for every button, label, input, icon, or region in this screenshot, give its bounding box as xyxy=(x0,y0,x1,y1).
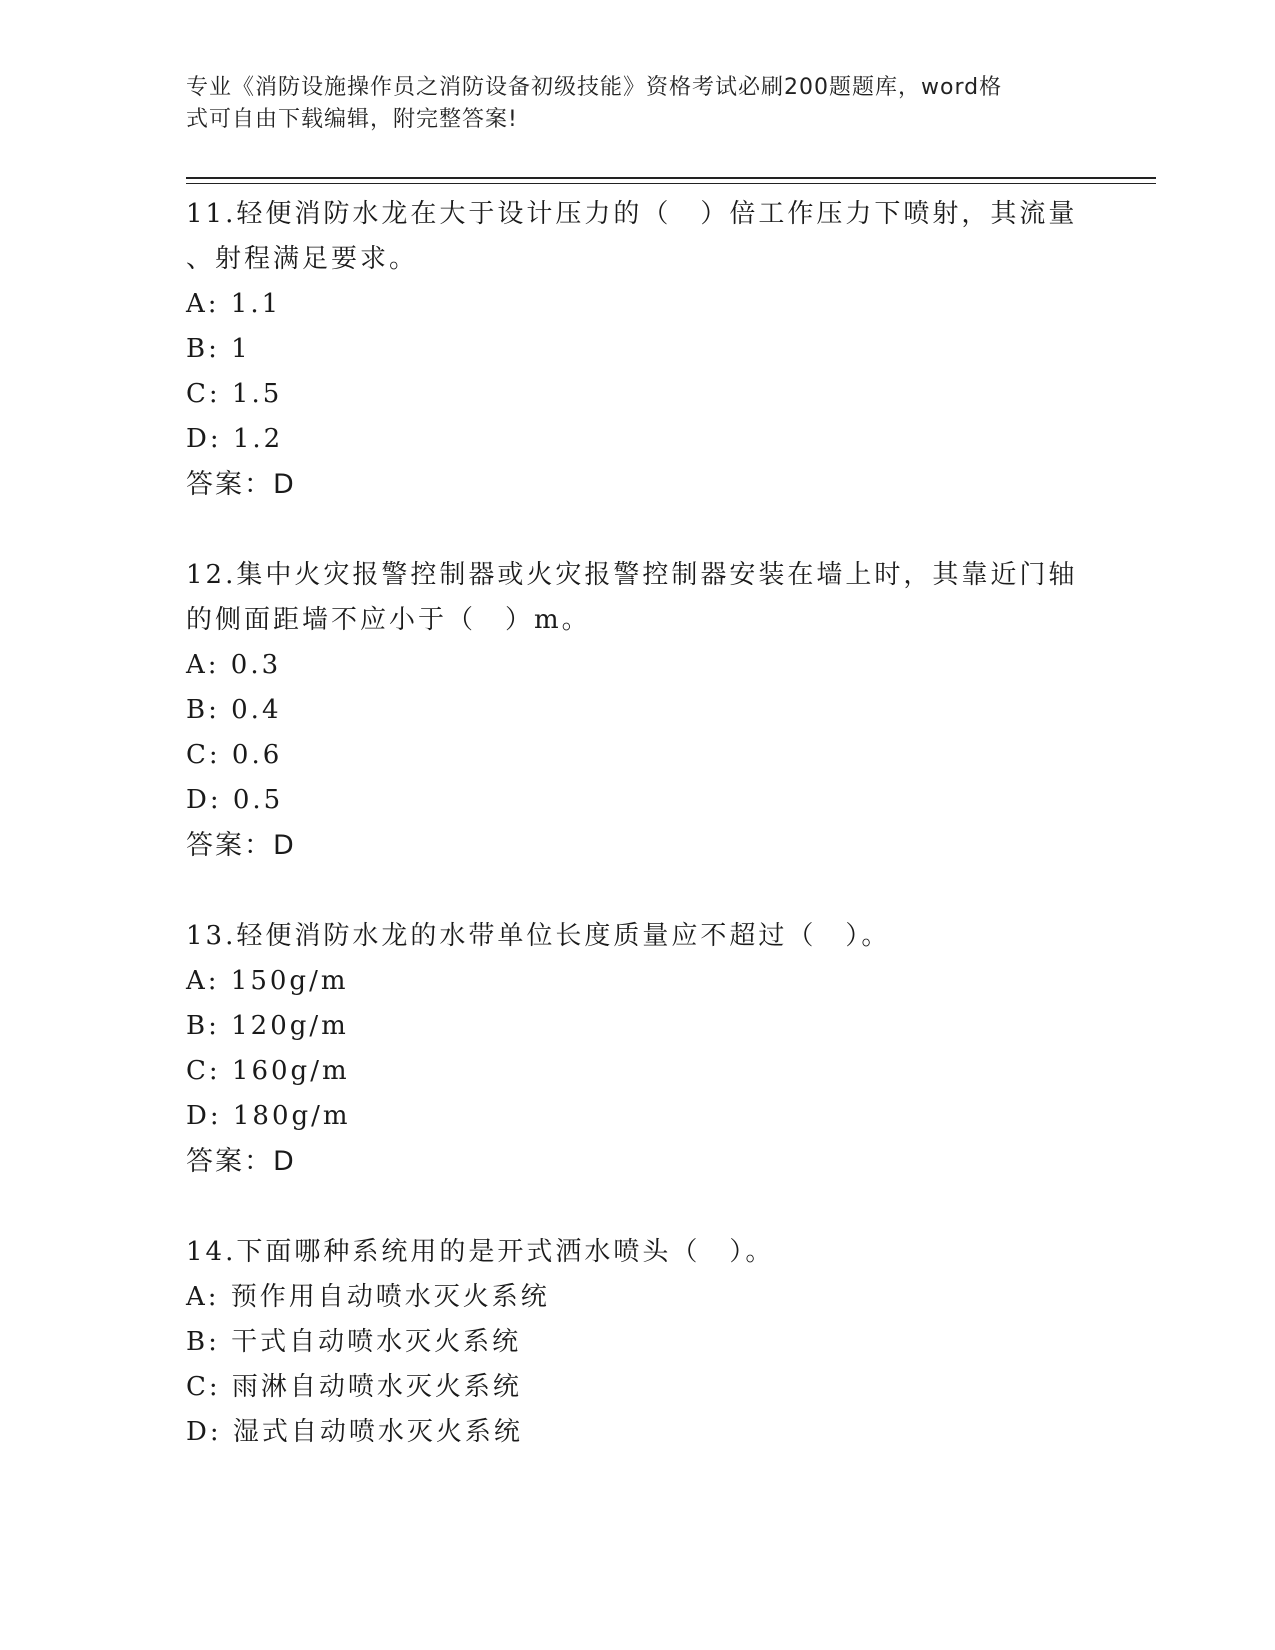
option-a: A: 150g/m xyxy=(186,966,349,996)
question-stem-continued: 的侧面距墙不应小于（ ）m。 xyxy=(186,605,591,635)
answer: 答案：D xyxy=(186,469,296,500)
option-c: C: 雨淋自动喷水灭火系统 xyxy=(186,1372,522,1402)
option-b: B: 120g/m xyxy=(186,1011,349,1041)
option-d: D: 湿式自动喷水灭火系统 xyxy=(186,1417,523,1447)
header-divider-thin xyxy=(186,183,1156,184)
question-stem: 14.下面哪种系统用的是开式洒水喷头（ ）。 xyxy=(186,1237,775,1267)
question-list xyxy=(186,192,1086,1455)
question-stem: 12.集中火灾报警控制器或火灾报警控制器安装在墙上时，其靠近门轴 xyxy=(186,560,1078,590)
header-line-1: 专业《消防设施操作员之消防设备初级技能》资格考试必刷200题题库，word格 xyxy=(186,75,1003,100)
question-14 xyxy=(186,1230,1086,1455)
option-b: B: 1 xyxy=(186,334,251,364)
option-d: D: 1.2 xyxy=(186,424,284,454)
option-c: C: 0.6 xyxy=(186,740,283,770)
option-d: D: 180g/m xyxy=(186,1101,351,1131)
spacer xyxy=(186,507,1086,553)
question-12 xyxy=(186,553,1086,868)
answer: 答案：D xyxy=(186,830,296,861)
question-13 xyxy=(186,914,1086,1184)
header-divider-thick xyxy=(186,177,1156,179)
option-b: B: 0.4 xyxy=(186,695,282,725)
option-a: A: 1.1 xyxy=(186,289,282,319)
option-d: D: 0.5 xyxy=(186,785,284,815)
question-11 xyxy=(186,192,1086,507)
option-b: B: 干式自动喷水灭火系统 xyxy=(186,1327,522,1357)
question-stem: 11.轻便消防水龙在大于设计压力的（ ）倍工作压力下喷射，其流量 xyxy=(186,199,1078,229)
answer: 答案：D xyxy=(186,1146,296,1177)
document-header xyxy=(186,72,1066,136)
option-a: A: 0.3 xyxy=(186,650,282,680)
spacer xyxy=(186,1184,1086,1230)
question-stem: 13.轻便消防水龙的水带单位长度质量应不超过（ ）。 xyxy=(186,921,891,951)
option-a: A: 预作用自动喷水灭火系统 xyxy=(186,1282,550,1312)
question-stem-continued: 、射程满足要求。 xyxy=(186,244,419,274)
option-c: C: 1.5 xyxy=(186,379,283,409)
option-c: C: 160g/m xyxy=(186,1056,350,1086)
spacer xyxy=(186,868,1086,914)
header-line-2: 式可自由下载编辑，附完整答案! xyxy=(186,107,518,132)
